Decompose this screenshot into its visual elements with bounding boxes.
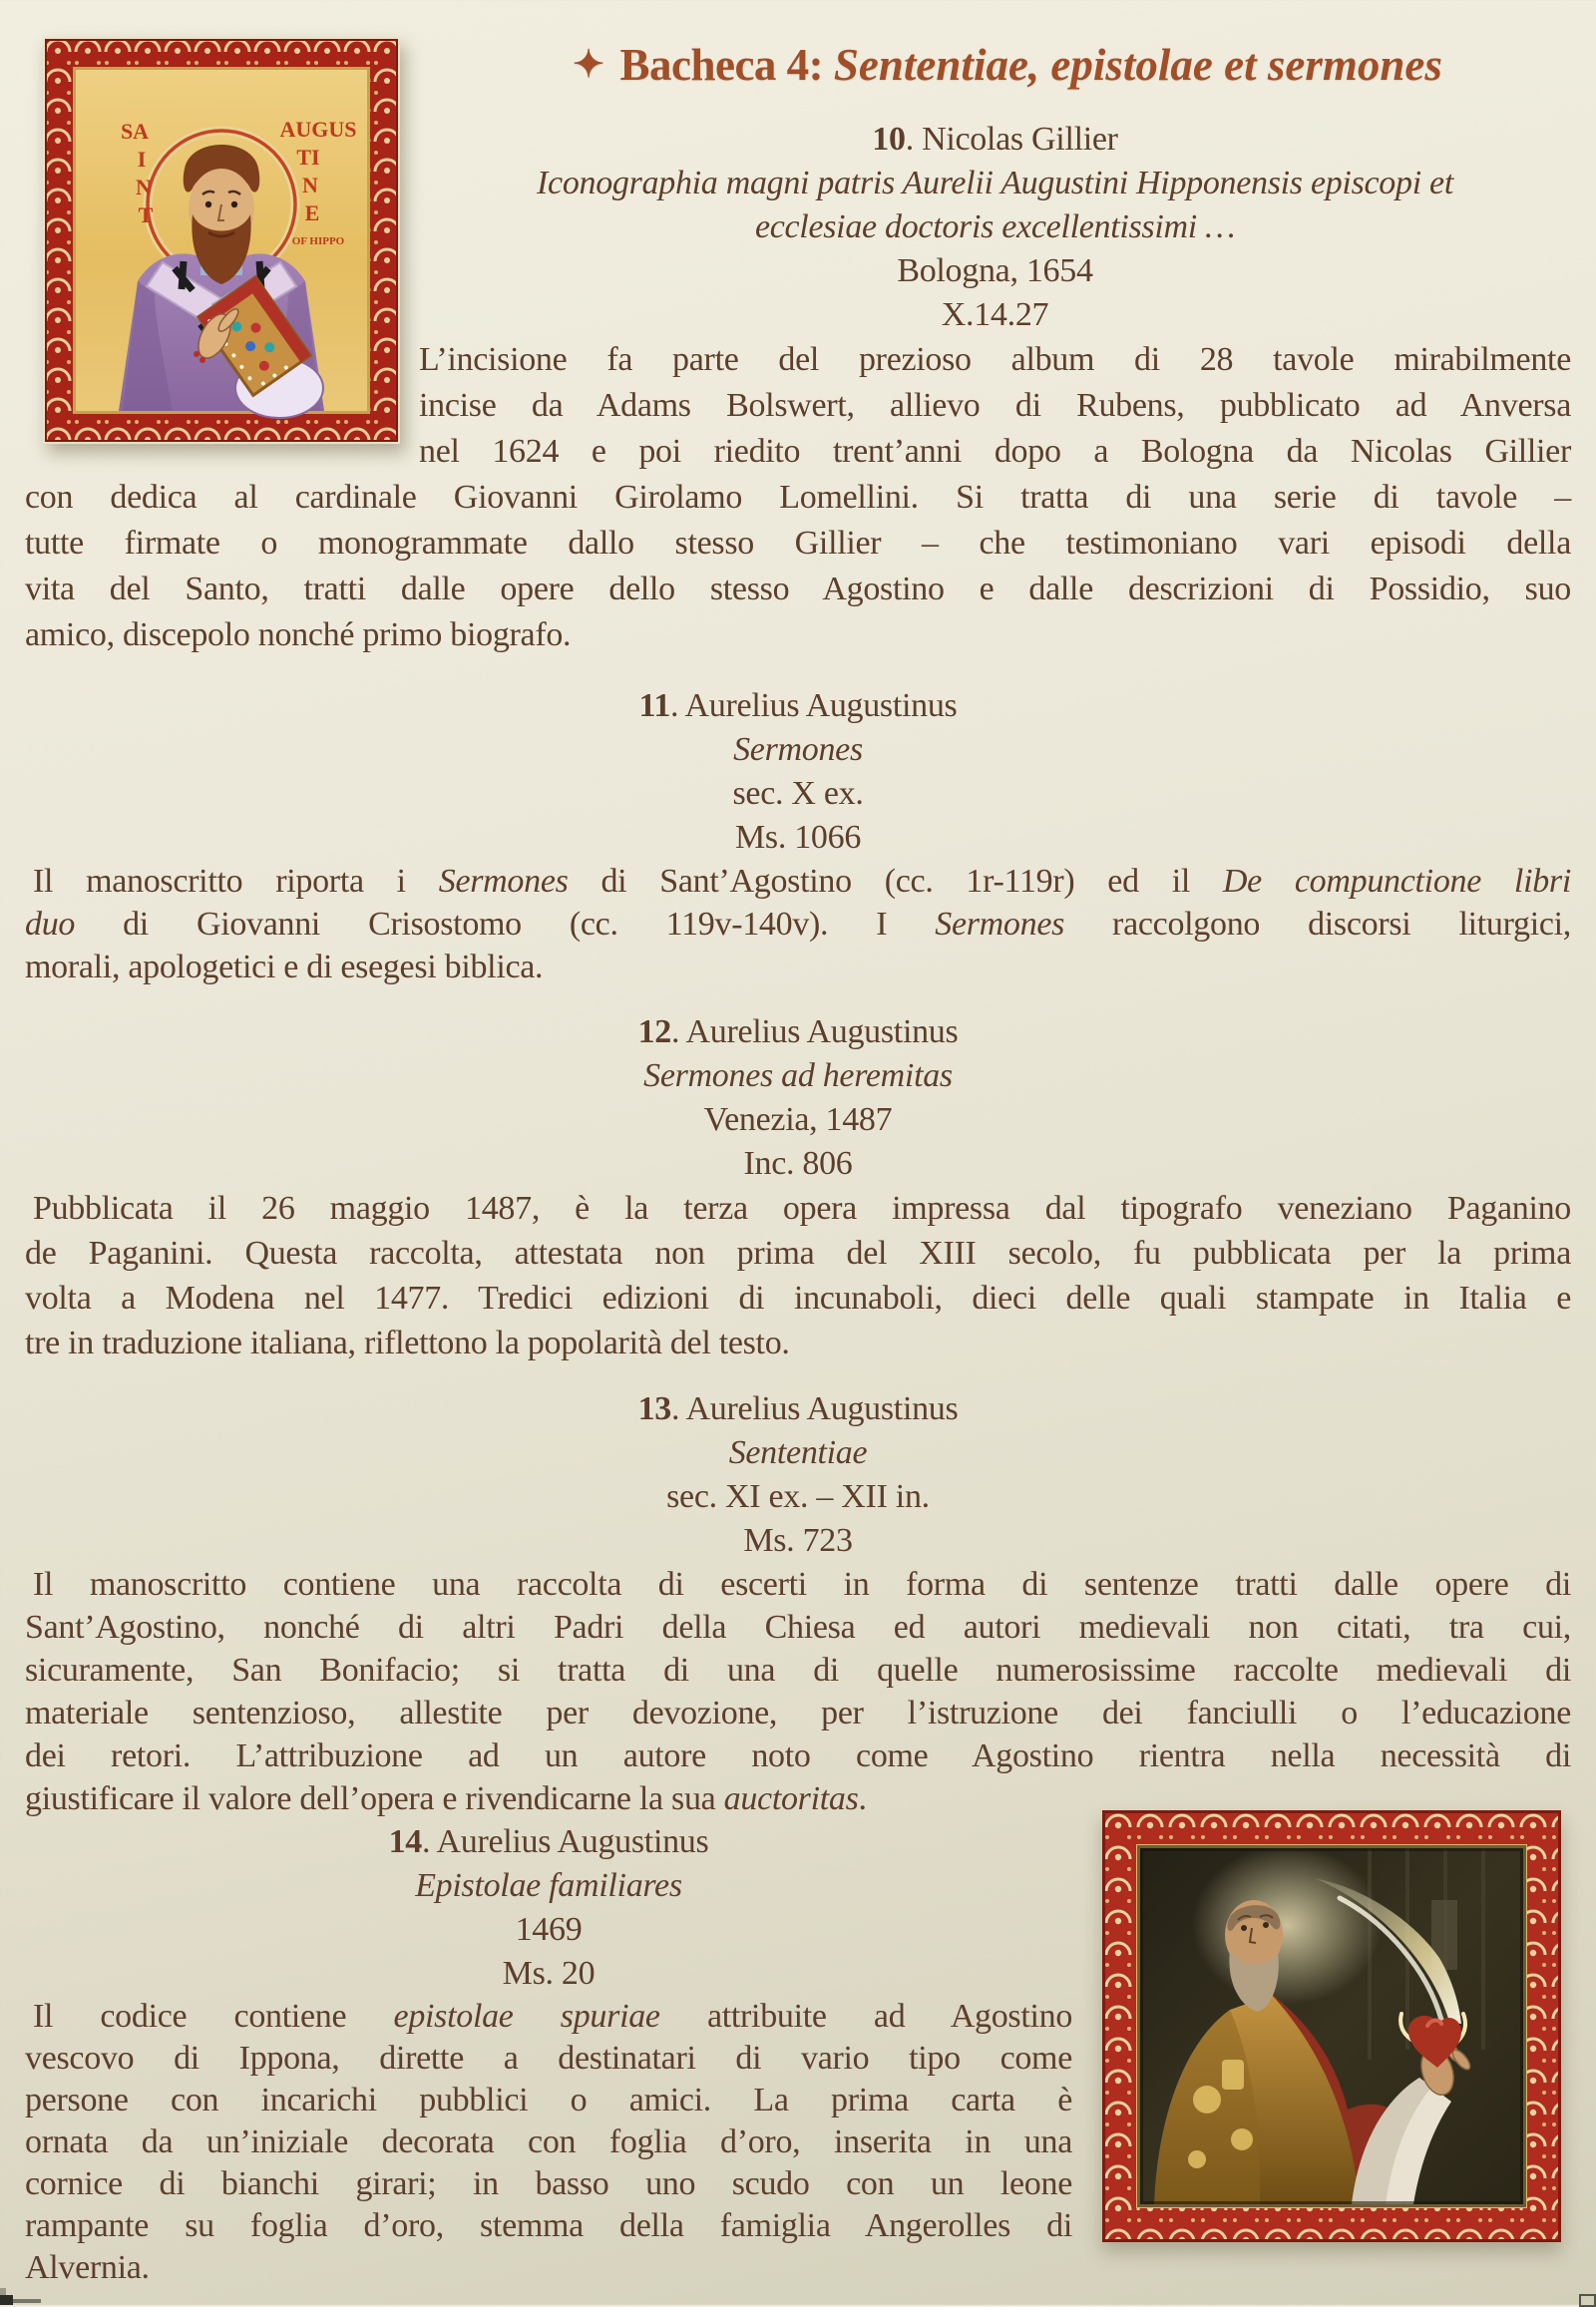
entry-11 [25,684,1571,988]
paragraph-line: vita del Santo, tratti dalle opere dello stesso Agostino e dalle descrizioni di Possidio, suo [25,571,1571,607]
entry-author: . Aurelius Augustinus [670,1013,959,1050]
page-title-italic: Sententiae, epistolae et sermones [833,40,1442,90]
paragraph-line: materiale sentenzioso, allestite per devozione, per l’istruzione dei fanciulli o l’educazione [25,1695,1571,1731]
augustine-painting-image [1102,1810,1561,2242]
entry-detail: Venezia, 1487 [703,1101,893,1138]
paragraph-line: amico, discepolo nonché primo biografo. [25,616,572,653]
icon-text-n: N [136,175,152,199]
paragraph-line: giustificare il valore dell’opera e rivendicarne la sua auctoritas. [25,1780,867,1817]
entry-paragraph [25,860,1571,988]
entry-heading [25,684,1571,860]
entry-author-line [25,1010,1571,1054]
entry-number: 13 [637,1390,671,1427]
paragraph-line: Sant’Agostino, nonché di altri Padri della Chiesa ed autori medievali non citati, tra cui, [25,1609,1571,1646]
icon-text-ti: TI [296,145,320,170]
paragraph-line: volta a Modena nel 1477. Tredici edizioni di incunaboli, dieci delle quali stampate in Italia e [25,1280,1571,1317]
paragraph-line: con dedica al cardinale Giovanni Girolamo Lomellini. Si tratta di una serie di tavole – [25,479,1571,516]
resize-box-artifact [1579,2294,1596,2307]
italic-segment: auctoritas [723,1780,859,1817]
augustine-painting-art [1102,1810,1561,2242]
paragraph-line: Pubblicata il 26 maggio 1487, è la terza opera impressa dal tipografo veneziano Paganino [33,1190,1571,1227]
entry-author: . Aurelius Augustinus [421,1823,709,1860]
entry-detail: Ms. 1066 [734,819,862,856]
page-title-prefix: Bacheca 4: [619,40,834,90]
page-title [444,36,1571,94]
entry-paragraph [25,1563,1571,1820]
entry-number: 11 [638,687,671,724]
entry-detail: 1469 [515,1911,583,1948]
entry-paragraph [25,1996,1072,2289]
paragraph-line: tutte firmate o monogrammate dallo stesso Gillier – che testimoniano vari episodi della [25,525,1571,562]
paragraph-line: tre in traduzione italiana, riflettono la popolarità del testo. [25,1325,790,1361]
icon-text-t: T [138,202,154,227]
entry-author-line [25,1820,1072,1864]
paragraph-line: Il codice contiene epistolae spuriae attribuite ad Agostino [33,1998,1073,2035]
entry-10 [25,118,1571,658]
star-icon: ✦ [573,44,604,86]
entry-paragraph [25,337,1571,658]
entry-detail: sec. XI ex. – XII in. [666,1478,930,1515]
paragraph-line: nel 1624 e poi riedito trent’anni dopo a Bologna da Nicolas Gillier [419,433,1571,470]
paragraph-line: vescovo di Ippona, dirette a destinatari di vario tipo come [25,2040,1072,2077]
italic-segment: Sermones [438,863,569,900]
entry-work-title: Sententiae [728,1434,868,1471]
paragraph-line: cornice di bianchi girari; in basso uno scudo con un leone [25,2165,1072,2202]
entry-author-line [25,684,1571,728]
entry-author-line [25,1387,1571,1431]
italic-segment: De compunctione libri [1222,863,1571,900]
icon-text-e: E [304,200,320,225]
paragraph-line: duo di Giovanni Crisostomo (cc. 119v-140v). I Sermones raccolgono discorsi liturgici, [25,906,1571,943]
entry-work-title: Sermones ad heremitas [643,1057,953,1094]
paragraph-line: de Paganini. Questa raccolta, attestata non prima del XIII secolo, fu pubblicata per la prima [25,1235,1571,1272]
entry-author: . Aurelius Augustinus [670,1390,959,1427]
italic-segment: duo [25,906,76,943]
entry-heading [25,1820,1072,1996]
entry-heading [25,1010,1571,1186]
entry-work-title: Sermones [733,731,863,768]
entry-13 [25,1387,1571,1820]
icon-text-sa: SA [120,119,150,144]
cursor-artifact [0,2295,13,2305]
paragraph-line: dei retori. L’attribuzione ad un autore noto come Agostino rientra nella necessità di [25,1737,1571,1774]
entry-detail: Inc. 806 [743,1145,853,1182]
entry-12 [25,1010,1571,1365]
entry-14 [25,1820,1072,2289]
paragraph-line: Alvernia. [25,2249,150,2286]
icon-text-augus: AUGUS [279,117,357,142]
entry-number: 14 [388,1823,422,1860]
italic-segment: epistolae spuriae [393,1998,660,2035]
entry-work-title: Iconographia magni patris Aurelii Augustini Hipponensis episcopi et [537,165,1453,201]
icon-text-of-hippo: OF HIPPO [291,235,345,247]
cursor-artifact-tail [13,2299,41,2303]
entry-detail: sec. X ex. [732,775,864,812]
entry-detail: Ms. 20 [502,1955,596,1992]
paragraph-line: incise da Adams Bolswert, allievo di Rubens, pubblicato ad Anversa [419,387,1571,424]
paragraph-line: rampante su foglia d’oro, stemma della famiglia Angerolles di [25,2207,1072,2244]
paragraph-line: morali, apologetici e di esegesi biblica. [25,949,544,985]
icon-text-n2: N [302,173,318,197]
italic-segment: Sermones [935,906,1065,943]
entry-author-line [419,118,1571,162]
entry-work-title: Epistolae familiares [415,1867,682,1904]
entry-number: 10 [872,121,906,158]
paragraph-line: ornata da un’iniziale decorata con foglia d’oro, inserita in una [25,2123,1072,2160]
paragraph-line: L’incisione fa parte del prezioso album di 28 tavole mirabilmente [419,341,1571,378]
entry-heading [25,118,1571,337]
entry-number: 12 [637,1013,671,1050]
paragraph-line: Il manoscritto contiene una raccolta di escerti in forma di sentenze tratti dalle opere di [33,1566,1571,1603]
entry-detail: Bologna, 1654 [897,252,1093,289]
paragraph-line: persone con incarichi pubblici o amici. La prima carta è [25,2082,1072,2118]
entry-author: . Nicolas Gillier [905,121,1118,158]
entry-work-title: ecclesiae doctoris excellentissimi … [754,208,1236,245]
entry-detail: Ms. 723 [743,1522,853,1559]
paragraph-line: sicuramente, San Bonifacio; si tratta di una di quelle numerosissime raccolte medievali di [25,1652,1571,1689]
paragraph-line: Il manoscritto riporta i Sermones di Sant’Agostino (cc. 1r-119r) ed il De compunctione libri [33,863,1571,900]
entry-paragraph [25,1186,1571,1365]
icon-text-i: I [137,147,147,172]
entry-heading [25,1387,1571,1563]
entry-author: . Aurelius Augustinus [670,687,958,724]
entry-detail: X.14.27 [941,296,1049,333]
